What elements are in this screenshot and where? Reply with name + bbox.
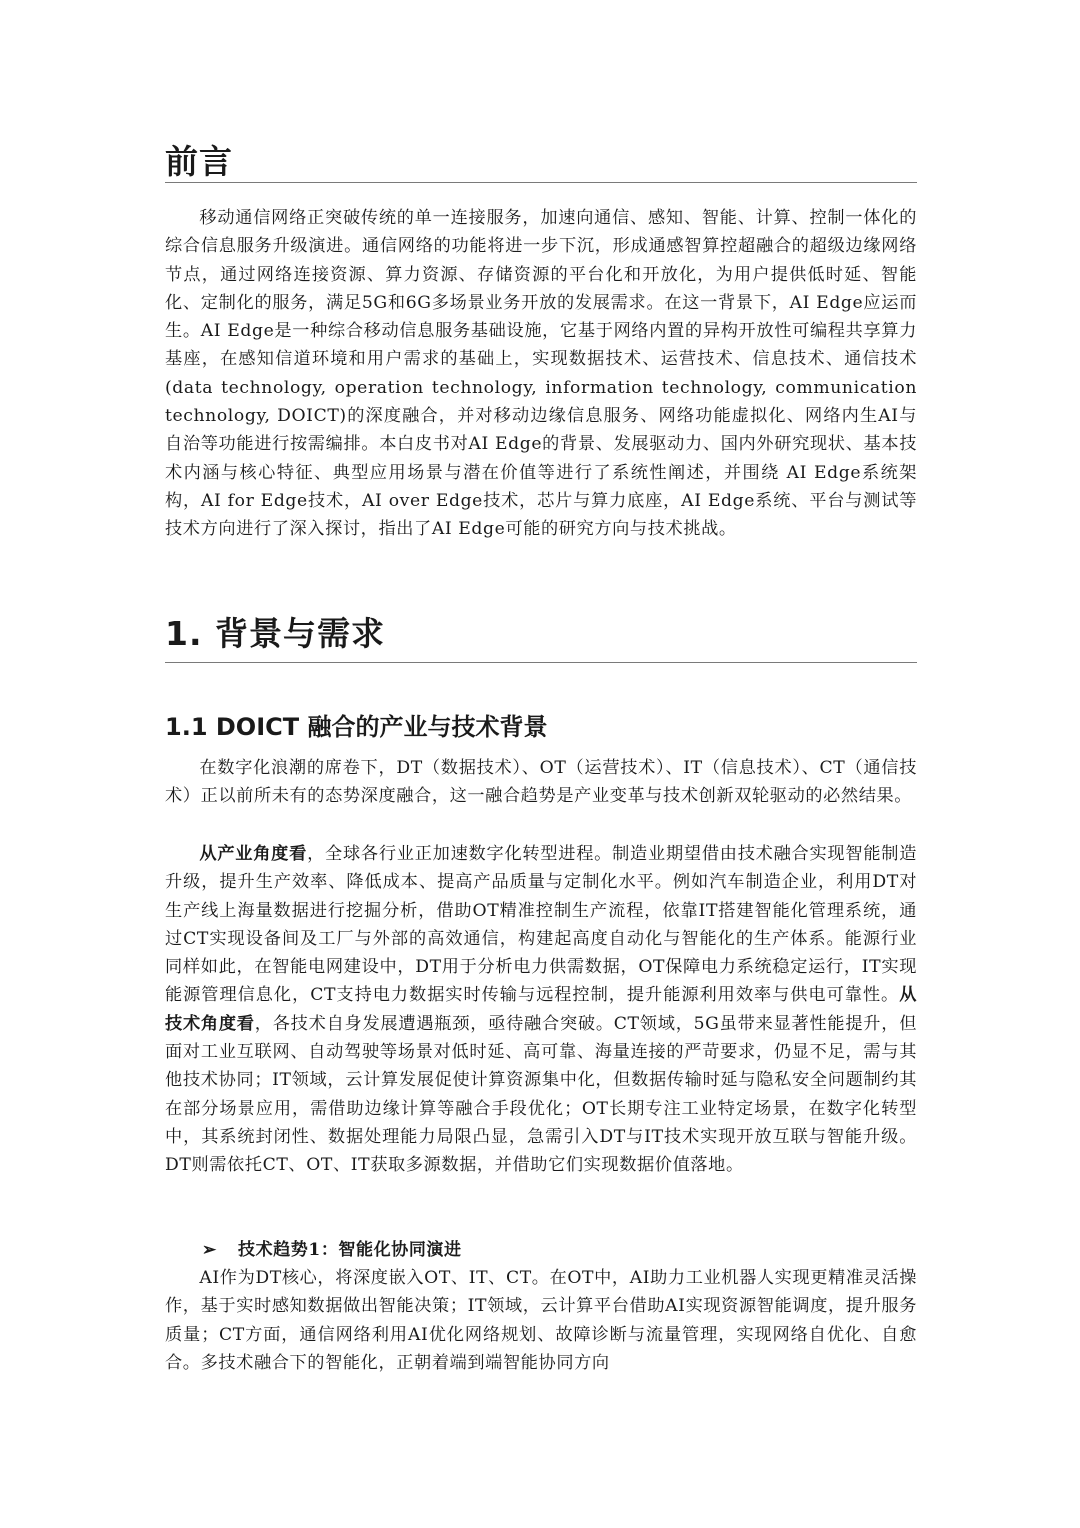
- arrow-bullet-icon: ➢: [202, 1240, 217, 1260]
- section-1-1-title: 1.1 DOICT 融合的产业与技术背景: [165, 713, 548, 741]
- trend-1-text: AI作为DT核心，将深度嵌入OT、IT、CT。在OT中，AI助力工业机器人实现更精准灵活操作，基于实时感知数据做出智能决策；IT领域，云计算平台借助AI实现资源智能调度，提升服务质量；CT方面，通信网络利用AI优化网络规划、故障诊断与流量管理，实现网络自优化、自愈合。多技术融合下的智能化，正朝着端到端智能协同方向: [165, 1268, 917, 1373]
- section-1-title: 1. 背景与需求: [165, 614, 385, 653]
- section-1-1-intro: 在数字化浪潮的席卷下，DT（数据技术）、OT（运营技术）、IT（信息技术）、CT（通信技术）正以前所未有的态势深度融合，这一融合趋势是产业变革与技术创新双轮驱动的必然结果。: [165, 758, 917, 807]
- trend-1-heading: [165, 1236, 917, 1264]
- section-1-1-body: [165, 840, 917, 1180]
- preface-paragraph: 移动通信网络正突破传统的单一连接服务，加速向通信、感知、智能、计算、控制一体化的综合信息服务升级演进。通信网络的功能将进一步下沉，形成通感智算控超融合的超级边缘网络节点，通过网络连接资源、算力资源、存储资源的平台化和开放化，为用户提供低时延、智能化、定制化的服务，满足5G和6G多场景业务开放的发展需求。在这一背景下，AI Edge应运而生。AI Edge是一种综合移动信息服务基础设施，它基于网络内置的异构开放性可编程共享算力基座，在感知信道环境和用户需求的基础上，实现数据技术、运营技术、信息技术、通信技术(data technology, operation technology, information technology, communication technology, DOICT)的深度融合，并对移动边缘信息服务、网络功能虚拟化、网络内生AI与自治等功能进行按需编排。本白皮书对AI Edge的背景、发展驱动力、国内外研究现状、基本技术内涵与核心特征、典型应用场景与潜在价值等进行了系统性阐述，并围绕 AI Edge系统架构，AI for Edge技术，AI over Edge技术，芯片与算力底座，AI Edge系统、平台与测试等技术方向进行了深入探讨，指出了AI Edge可能的研究方向与技术挑战。: [165, 208, 917, 540]
- industry-text: ，全球各行业正加速数字化转型进程。制造业期望借由技术融合实现智能制造升级，提升生产效率、降低成本、提高产品质量与定制化水平。例如汽车制造企业，利用DT对生产线上海量数据进行挖掘分析，借助OT精准控制生产流程，依靠IT搭建智能化管理系统，通过CT实现设备间及工厂与外部的高效通信，构建起高度自动化与智能化的生产体系。能源行业同样如此，在智能电网建设中，DT用于分析电力供需数据，OT保障电力系统稳定运行，IT实现能源管理信息化，CT支持电力数据实时传输与远程控制，提升能源利用效率与供电可靠性。: [165, 844, 917, 1006]
- industry-lead: 从产业角度看: [199, 844, 308, 864]
- preface-divider: [165, 182, 917, 183]
- tech-text: ，各技术自身发展遭遇瓶颈，亟待融合突破。CT领域，5G虽带来显著性能提升，但面对工业互联网、自动驾驶等场景对低时延、高可靠、海量连接的严苛要求，仍显不足，需与其他技术协同；IT领域，云计算发展促使计算资源集中化，但数据传输时延与隐私安全问题制约其在部分场景应用，需借助边缘计算等融合手段优化；OT长期专注工业特定场景，在数字化转型中，其系统封闭性、数据处理能力局限凸显，急需引入DT与IT技术实现开放互联与智能升级。DT则需依托CT、OT、IT获取多源数据，并借助它们实现数据价值落地。: [165, 1013, 917, 1176]
- preface-title: 前言: [165, 142, 233, 181]
- tech-lead: 从技术角度看: [165, 985, 917, 1034]
- trend-1-title: 技术趋势1：智能化协同演进: [238, 1240, 462, 1260]
- section-1-divider: [165, 662, 917, 663]
